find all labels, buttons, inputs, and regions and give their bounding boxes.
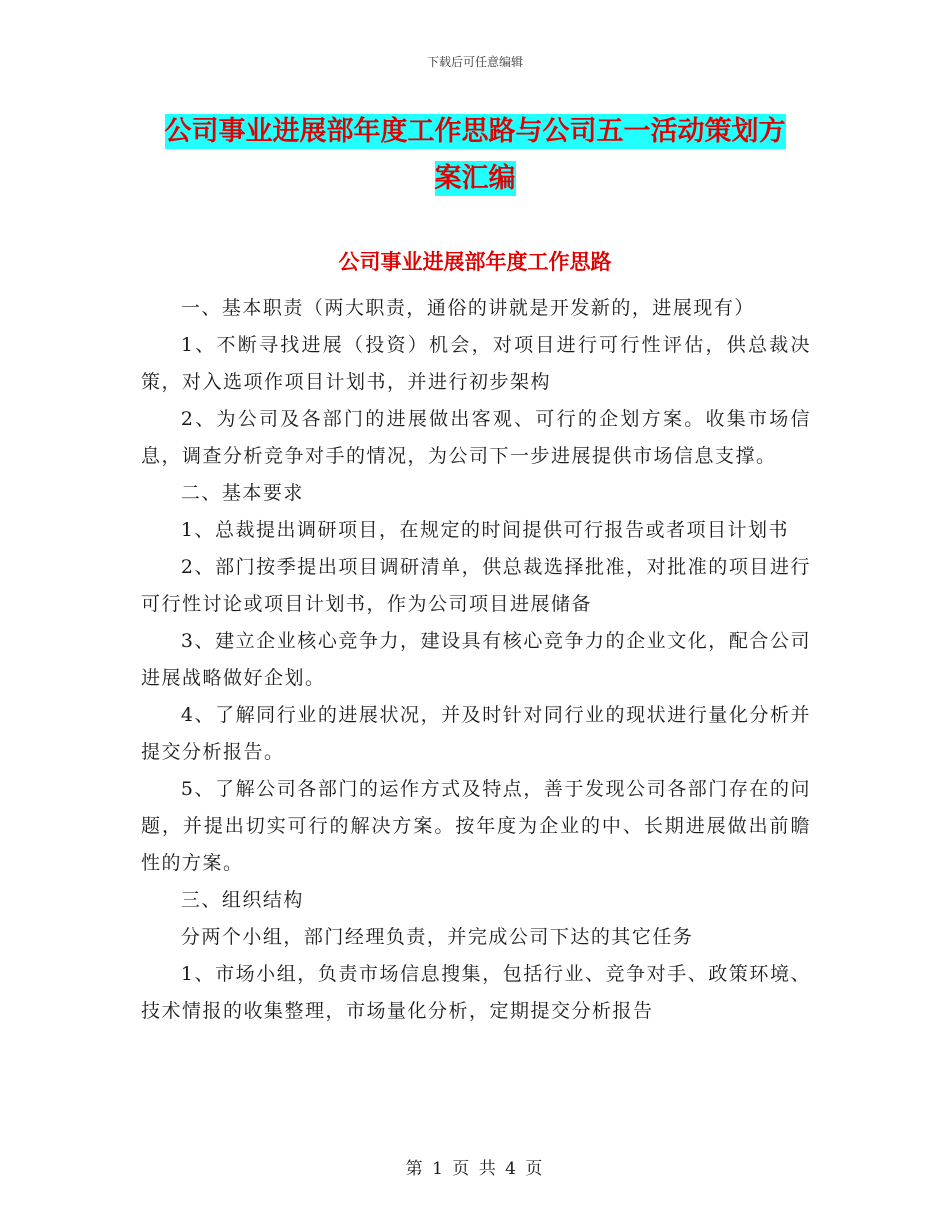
paragraph: 一、基本职责（两大职责，通俗的讲就是开发新的，进展现有） <box>180 297 755 319</box>
paragraph: 5、了解公司各部门的运作方式及特点，善于发现公司各部门存在的问题，并提出切实可行的解决方案。按年度为企业的中、长期进展做出前瞻性的方案。 <box>141 778 811 874</box>
paragraph: 二、基本要求 <box>180 482 304 504</box>
document-body <box>141 290 811 1030</box>
paragraph: 2、部门按季提出项目调研清单，供总裁选择批准，对批准的项目进行可行性讨论或项目计划书，作为公司项目进展储备 <box>141 556 811 615</box>
paragraph: 1、总裁提出调研项目，在规定的时间提供可行报告或者项目计划书 <box>180 519 789 541</box>
paragraph: 1、市场小组，负责市场信息搜集，包括行业、竞争对手、政策环境、技术情报的收集整理，市场量化分析，定期提交分析报告 <box>141 963 811 1022</box>
paragraph: 4、了解同行业的进展状况，并及时针对同行业的现状进行量化分析并提交分析报告。 <box>141 704 811 763</box>
page-number-footer: 第 1 页 共 4 页 <box>405 1159 545 1179</box>
page-header-note: 下载后可任意编辑 <box>426 55 523 69</box>
paragraph: 三、组织结构 <box>180 889 304 911</box>
paragraph: 1、不断寻找进展（投资）机会，对项目进行可行性评估，供总裁决策，对入选项作项目计划书，并进行初步架构 <box>141 334 811 393</box>
document-title <box>140 108 810 202</box>
document-title-line1: 公司事业进展部年度工作思路与公司五一活动策划方 <box>164 116 786 147</box>
document-title-line2: 案汇编 <box>434 163 516 194</box>
paragraph: 2、为公司及各部门的进展做出客观、可行的企划方案。收集市场信息，调查分析竞争对手的情况，为公司下一步进展提供市场信息支撑。 <box>141 408 811 467</box>
paragraph: 分两个小组，部门经理负责，并完成公司下达的其它任务 <box>180 926 694 948</box>
paragraph: 3、建立企业核心竞争力，建设具有核心竞争力的企业文化，配合公司进展战略做好企划。 <box>141 630 811 689</box>
section-title: 公司事业进展部年度工作思路 <box>338 250 612 274</box>
